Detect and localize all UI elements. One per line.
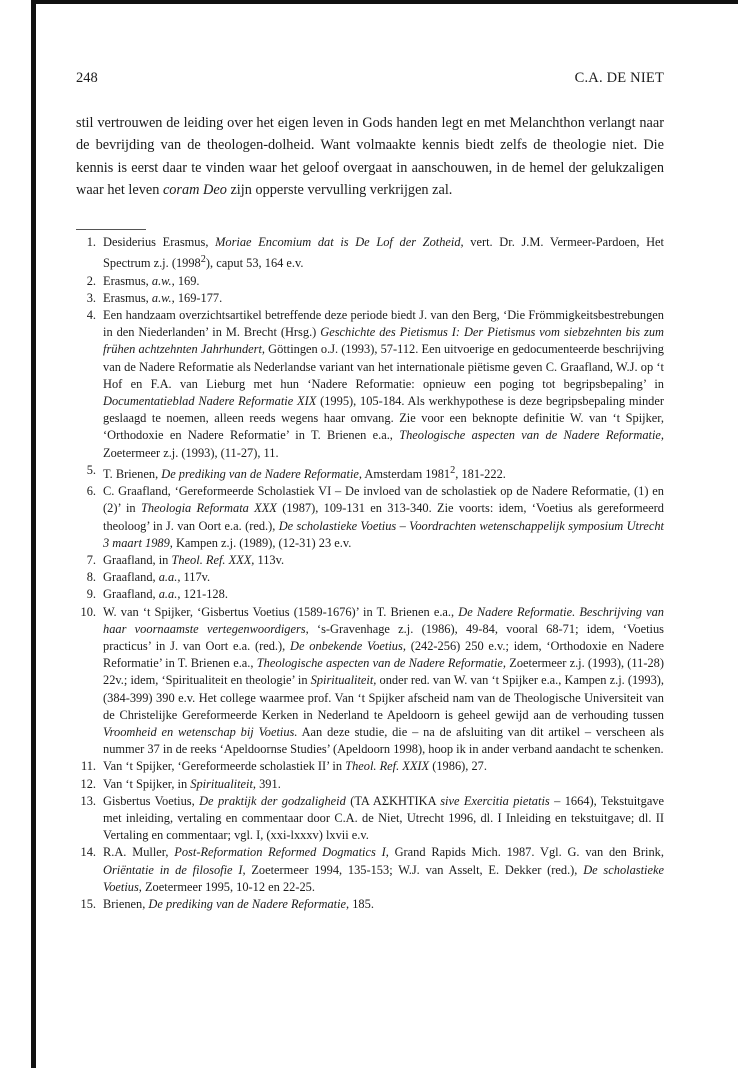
footnote-number: 12.	[80, 776, 96, 791]
footnote-text: Erasmus, a.w., 169-177.	[103, 290, 223, 305]
footnote-number: 5.	[86, 462, 96, 477]
footnote	[76, 552, 664, 569]
footnote-number: 14.	[80, 845, 96, 860]
footnote	[76, 234, 664, 273]
footnote-text: Desiderius Erasmus, Moriae Encomium dat is De Lof der Zotheid, vert. Dr. J.M. Vermeer-Pardoen, Het Spectrum z.j. (1998$^2$), caput 53, 164 e.v.	[103, 235, 664, 271]
body-text-end: zijn opperste vervulling verkrijgen zal.	[226, 181, 453, 198]
footnote-number: 15.	[80, 896, 96, 911]
page-number: 248	[76, 70, 98, 86]
footnote	[76, 758, 664, 775]
footnote-number: 6.	[86, 484, 96, 499]
footnote-text: Erasmus, a.w., 169.	[103, 273, 200, 288]
page-header	[76, 70, 664, 90]
footnote-number: 10.	[80, 604, 96, 619]
footnote-text: W. van ‘t Spijker, ‘Gisbertus Voetius (1589-1676)’ in T. Brienen e.a., De Nadere Reformatie. Beschrijving van haar voornaamste vertegenwoordigers, ‘s-Gravenhage z.j. (1986), 49-84, vooral 68-71; idem, ‘Voetius practicus’ in J. van Oort e.a. (red.), De onbekende Voetius, (242-256) 250 e.v.; idem, ‘Orthodoxie en Nadere Reformatie’ in T. Brienen e.a., Theologische aspecten van de Nadere Reformatie, Zoetermeer z.j. (1993), (11-28) 22v.; idem, ‘Spiritualiteit en theologie’ in Spiritualiteit, onder red. van W. van ‘t Spijker e.a., Kampen z.j. (1993), (384-399) 390 e.v. Het college waarmee prof. Van ‘t Spijker afscheid nam van de Theologische Universiteit van de Christelijke Gereformeerde Kerken in Nederland te Apeldoorn is geheel gewijd aan de verhouding tussen Vroomheid en wetenschap bij Voetius. Aan deze studie, die – na de afsluiting van dit artikel – verscheen als nummer 37 in de reeks ‘Apeldoornse Studies’ (Apeldoorn 1998), hoop ik in ander verband aandacht te schenken.	[103, 604, 665, 757]
footnote	[76, 776, 664, 793]
footnote	[76, 483, 664, 552]
footnote-text: Van ‘t Spijker, in Spiritualiteit, 391.	[103, 776, 281, 791]
scan-border-top	[31, 0, 738, 4]
footnote-separator	[76, 229, 146, 230]
footnote	[76, 604, 664, 759]
footnote	[76, 273, 664, 290]
footnote-text: Graafland, a.a., 121-128.	[103, 587, 228, 602]
scan-border-left	[31, 0, 36, 1068]
footnote-number: 1.	[86, 235, 96, 249]
body-paragraph	[76, 112, 664, 201]
footnote-number: 8.	[86, 570, 96, 585]
footnote	[76, 793, 664, 845]
body-text-start: stil vertrouwen de leiding over het eigen leven in Gods handen legt en met Melanchthon verlangt naar de bevrijding van de theologen-dolheid. Want volmaakte kennis biedt zelfs de theologie niet. Die kennis is eerst daar te vinden waar het geloof overgaat in aanschouwen, in de hemel der gelukzaligen waar het leven	[76, 115, 664, 198]
footnote	[76, 290, 664, 307]
footnote-text: Graafland, in Theol. Ref. XXX, 113v.	[103, 552, 285, 567]
footnote	[76, 844, 664, 896]
footnote-text: Gisbertus Voetius, De praktijk der godzaligheid (ΤΑ ΑΣΚΗΤΙΚΑ sive Exercitia pietatis – 1664), Tekstuitgave met inleiding, vertaling en commentaar door C.A. de Niet, Utrecht 1996, dl. I Inleiding en tekstuitgave; dl. II Vertaling en commentaar; vgl. I, (xxi-lxxxv) lxvii e.v.	[103, 793, 665, 843]
footnote-number: 13.	[80, 793, 96, 808]
footnote-text: R.A. Muller, Post-Reformation Reformed Dogmatics I, Grand Rapids Mich. 1987. Vgl. G. van den Brink, Oriëntatie in de filosofie I, Zoetermeer 1994, 135-153; W.J. van Asselt, E. Dekker (red.), De scholastieke Voetius, Zoetermeer 1995, 10-12 en 22-25.	[103, 845, 664, 894]
footnote-text: Graafland, a.a., 117v.	[103, 570, 211, 585]
footnote-number: 2.	[86, 273, 96, 288]
footnote-list	[76, 234, 664, 913]
footnote	[76, 462, 664, 483]
footnote-text: Een handzaam overzichtsartikel betreffende deze periode biedt J. van den Berg, ‘Die Frömmigkeitsbestrebungen in den Niederlanden’ in M. Brecht (Hrsg.) Geschichte des Pietismus I: Der Pietismus vom siebzehnten bis zum frühen achtzehnten Jahrhundert, Göttingen o.J. (1993), 57-112. Een uitvoerige en gedocumenteerde beschrijving van de Nadere Reformatie als Nederlandse variant van het internationale piëtisme geven C. Graafland, W.J. op ‘t Hof en F.A. van Lieburg met hun ‘Nadere Reformatie: opnieuw een poging tot begripsbepaling’ in Documentatieblad Nadere Reformatie XIX (1995), 105-184. Als werkhypothese is deze begripsbepaling minder geslaagd te noemen, alleen reeds wegens haar omvang. Zie voor een beknopte definitie W. van ‘t Spijker, ‘Orthodoxie en Nadere Reformatie’ in T. Brienen e.a., Theologische aspecten van de Nadere Reformatie, Zoetermeer z.j. (1993), (11-27), 11.	[103, 307, 665, 460]
footnote-text: C. Graafland, ‘Gereformeerde Scholastiek VI – De invloed van de scholastiek op de Nadere Reformatie, (1) en (2)’ in Theologia Reformata XXX (1987), 109-131 en 313-340. Zie voorts: idem, ‘Voetius als gereformeerd theoloog’ in J. van Oort e.a. (red.), De scholastieke Voetius – Voordrachten wetenschappelijk symposium Utrecht 3 maart 1989, Kampen z.j. (1989), (12-31) 23 e.v.	[103, 484, 664, 550]
body-text-italic: coram Deo	[162, 181, 227, 198]
footnote-number: 3.	[86, 290, 96, 305]
footnote-number: 7.	[86, 552, 96, 567]
footnote-number: 11.	[80, 759, 96, 774]
footnote	[76, 307, 664, 462]
running-head: C.A. DE NIET	[574, 70, 664, 86]
footnote-text: Brienen, De prediking van de Nadere Reformatie, 185.	[103, 896, 374, 911]
footnote-number: 4.	[86, 307, 96, 322]
footnote	[76, 896, 664, 913]
footnote-text: Van ‘t Spijker, ‘Gereformeerde scholastiek II’ in Theol. Ref. XXIX (1986), 27.	[103, 759, 487, 774]
footnote	[76, 569, 664, 586]
footnote-number: 9.	[86, 587, 96, 602]
footnote-text: T. Brienen, De prediking van de Nadere Reformatie, Amsterdam 1981$^2$, 181-222.	[103, 464, 506, 481]
footnote	[76, 586, 664, 603]
